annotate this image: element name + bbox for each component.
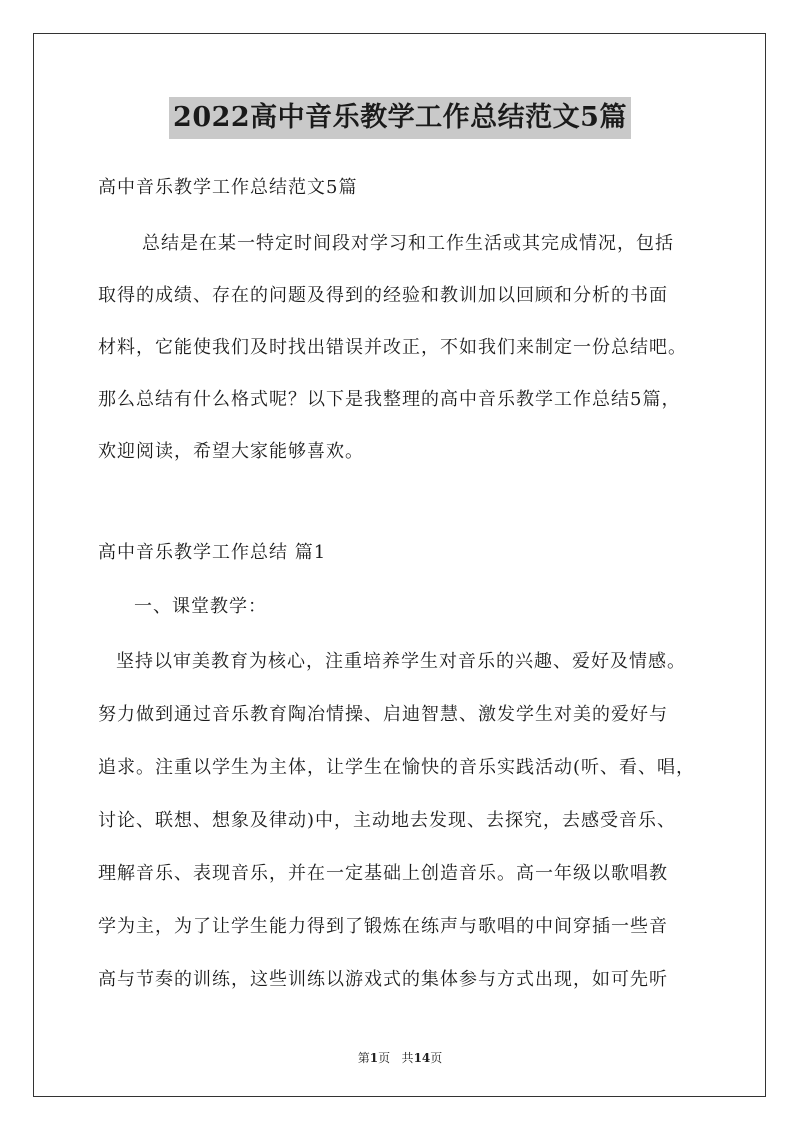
total-suffix: 页: [430, 1051, 443, 1065]
subheading: 一、课堂教学：: [134, 596, 267, 617]
subtitle-block: [98, 173, 714, 202]
subheading-block: [98, 592, 714, 621]
total-prefix: 共: [401, 1051, 414, 1065]
page-footer: [0, 1049, 800, 1066]
section-heading-block: [98, 538, 714, 567]
section-heading: 高中音乐教学工作总结 篇1: [98, 542, 327, 563]
intro-line: 那么总结有什么格式呢？以下是我整理的高中音乐教学工作总结5篇，: [98, 389, 681, 410]
section-line: 高与节奏的训练，这些训练以游戏式的集体参与方式出现，如可先听: [98, 969, 668, 990]
section-line: 学为主，为了让学生能力得到了锻炼在练声与歌唱的中间穿插一些音: [98, 916, 668, 937]
intro-line: 取得的成绩、存在的问题及得到的经验和教训加以回顾和分析的书面: [98, 285, 668, 306]
page-number: 1: [369, 1051, 379, 1065]
intro-line: 总结是在某一特定时间段对学习和工作生活或其完成情况，包括: [142, 233, 674, 254]
intro-paragraph: [98, 226, 714, 469]
title-wrap: [0, 97, 800, 139]
section-line: 追求。注重以学生为主体，让学生在愉快的音乐实践活动(听、看、唱，: [98, 757, 696, 778]
page-suffix: 页: [378, 1051, 391, 1065]
intro-line: 欢迎阅读，希望大家能够喜欢。: [98, 441, 364, 462]
section-line: 坚持以审美教育为核心，注重培养学生对音乐的兴趣、爱好及情感。: [116, 651, 686, 672]
section-line: 讨论、联想、想象及律动)中，主动地去发现、去探究，去感受音乐、: [98, 810, 677, 831]
document-title: 2022高中音乐教学工作总结范文5篇: [169, 97, 631, 139]
document-subtitle: 高中音乐教学工作总结范文5篇: [98, 177, 358, 198]
section-line: 理解音乐、表现音乐，并在一定基础上创造音乐。高一年级以歌唱教: [98, 863, 668, 884]
intro-line: 材料，它能使我们及时找出错误并改正，不如我们来制定一份总结吧。: [98, 337, 687, 358]
section-line: 努力做到通过音乐教育陶冶情操、启迪智慧、激发学生对美的爱好与: [98, 704, 668, 725]
total-pages: 14: [413, 1051, 431, 1065]
page-prefix: 第: [357, 1051, 370, 1065]
section-paragraph: [98, 644, 714, 997]
